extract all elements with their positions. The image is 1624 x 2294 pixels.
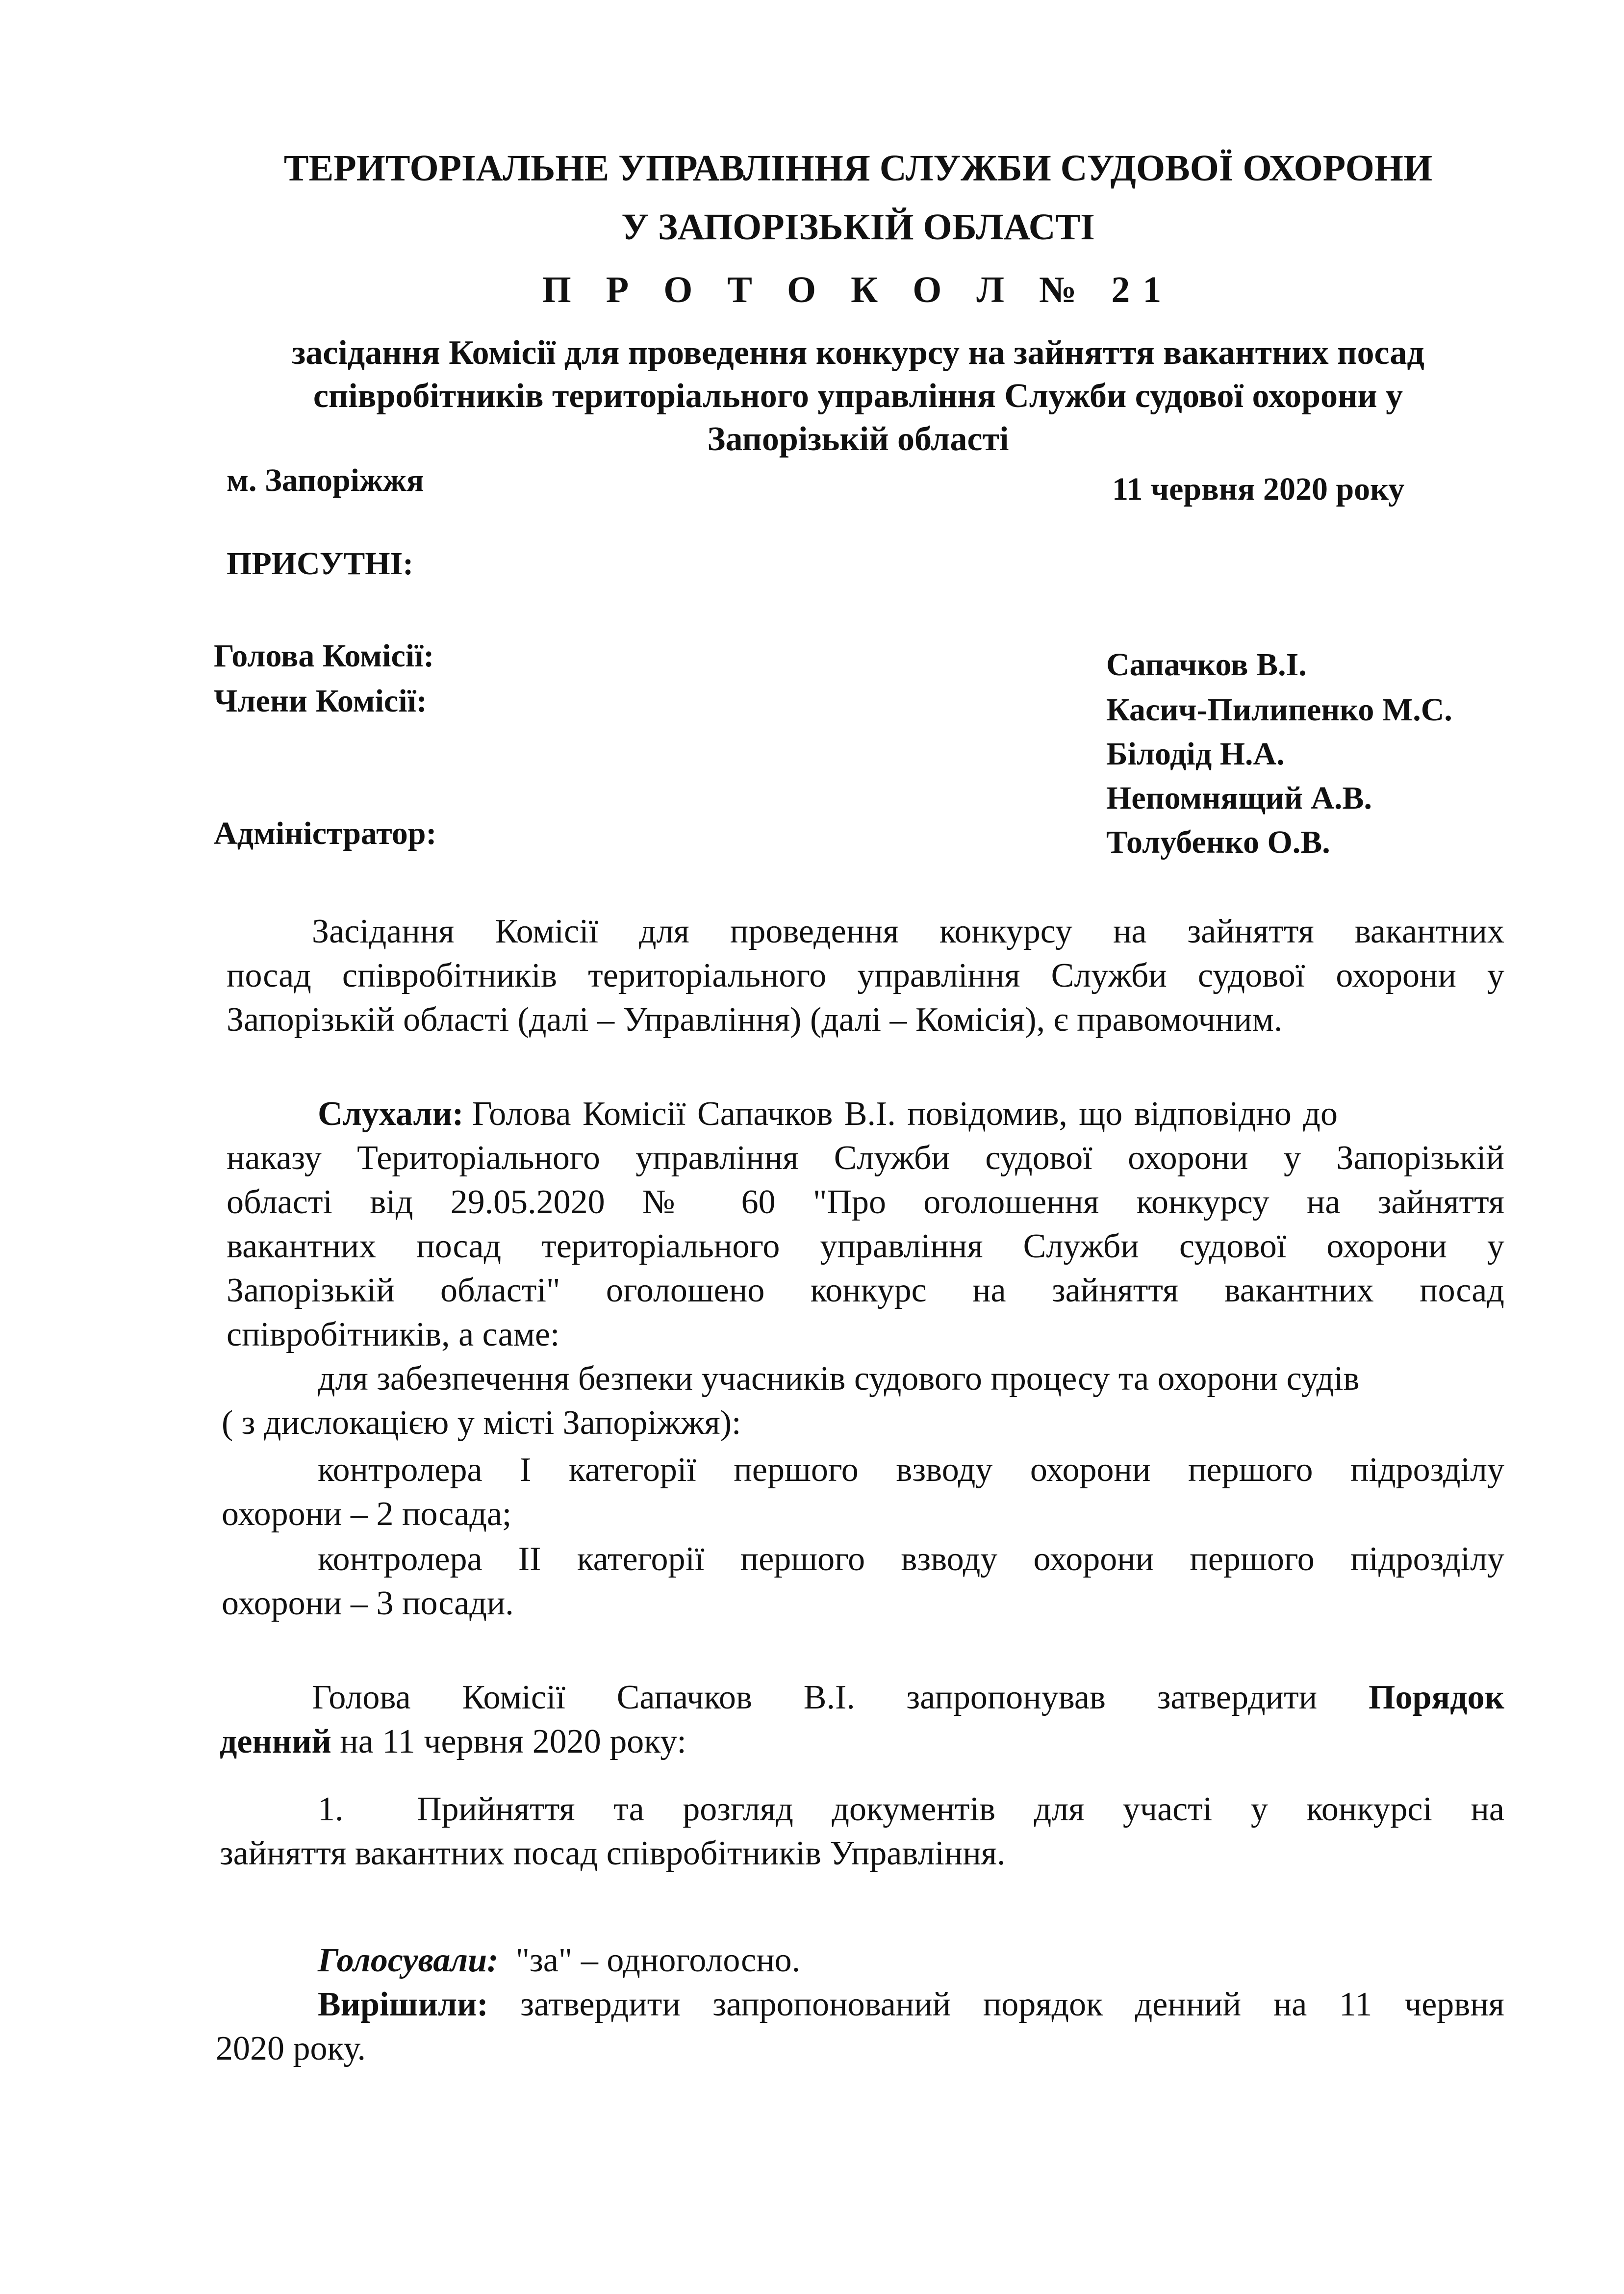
para4-line2: охорони – 2 посада;: [222, 1495, 512, 1533]
vote-label: Голосували:: [318, 1941, 499, 1979]
para6-line1: [312, 1678, 1504, 1724]
org-title-line2: У ЗАПОРІЗЬКІЙ ОБЛАСТІ: [621, 206, 1095, 248]
para4-line1: контролера I категорії першого взводу охорони першого підрозділу: [318, 1451, 1504, 1489]
para2-line: області від 29.05.2020 № 60 "Про оголошення конкурсу на зайняття: [227, 1183, 1504, 1221]
para5-line2: охорони – 3 посади.: [222, 1584, 514, 1622]
attendee-name: Толубенко О.В.: [1106, 824, 1330, 860]
subtitle-line2: співробітників територіального управління Служби судової охорони у: [313, 377, 1403, 415]
date: 11 червня 2020 року: [1112, 471, 1405, 507]
admin-label: Адміністратор:: [214, 816, 437, 851]
attendee-name: Касич-Пилипенко М.С.: [1106, 692, 1452, 728]
protocol-title: П Р О Т О К О Л № 21: [542, 269, 1174, 310]
para3-line2: ( з дислокацією у місті Запоріжжя):: [222, 1404, 741, 1442]
para6-line2-text: на 11 червня 2020 року:: [340, 1723, 686, 1760]
vote-line: [318, 1941, 800, 1980]
attendee-name: Сапачков В.І.: [1106, 647, 1307, 683]
para2-line: співробітників, а саме:: [227, 1316, 560, 1353]
place: м. Запоріжжя: [227, 462, 424, 498]
decided-line2: 2020 року.: [216, 2030, 366, 2067]
para1-line: Запорізькій області (далі – Управління) (далі – Комісія), є правомочним.: [227, 1001, 1283, 1039]
decided-text: затвердити запропонований порядок денний на 11 червня: [520, 1986, 1504, 2023]
org-title-line1: ТЕРИТОРІАЛЬНЕ УПРАВЛІННЯ СЛУЖБИ СУДОВОЇ ОХОРОНИ: [283, 148, 1433, 189]
decided-label: Вирішили:: [318, 1986, 488, 2023]
members-label: Члени Комісії:: [214, 683, 427, 719]
attendee-name: Непомнящий А.В.: [1106, 780, 1372, 816]
agenda-item-line2: зайняття вакантних посад співробітників Управління.: [220, 1835, 1006, 1872]
para2-line: наказу Територіального управління Служби судової охорони у Запорізькій: [227, 1139, 1504, 1177]
chair-label: Голова Комісії:: [214, 638, 434, 674]
attendee-name: Білодід Н.А.: [1106, 736, 1285, 772]
para1-line: Засідання Комісії для проведення конкурсу на зайняття вакантних: [312, 913, 1504, 950]
subtitle-line1: засідання Комісії для проведення конкурсу на зайняття вакантних посад: [292, 334, 1424, 372]
para2-first-line: [318, 1095, 1504, 1141]
para1-line: посад співробітників територіального управління Служби судової охорони у: [227, 957, 1504, 994]
para2-line: вакантних посад територіального управління Служби судової охорони у: [227, 1227, 1504, 1265]
vote-text: "за" – одноголосно.: [515, 1941, 801, 1979]
agenda-label-part1: Порядок: [1369, 1679, 1504, 1716]
heard-text: Голова Комісії Сапачков В.І. повідомив, що відповідно до: [472, 1095, 1338, 1133]
agenda-item-line1: Прийняття та розгляд документів для участі у конкурсі на: [417, 1790, 1504, 1828]
agenda-item-number: 1.: [318, 1790, 344, 1828]
heard-label: Слухали:: [318, 1095, 464, 1133]
para2-line: Запорізькій області" оголошено конкурс на зайняття вакантних посад: [227, 1272, 1504, 1309]
para3-line1: для забезпечення безпеки учасників судового процесу та охорони судів: [318, 1360, 1360, 1398]
agenda-label-part2: денний: [220, 1723, 331, 1760]
subtitle-line3: Запорізькій області: [707, 420, 1009, 458]
para6-line2: [220, 1722, 686, 1761]
para6-text: Голова Комісії Сапачков В.І. запропонував затвердити: [312, 1679, 1318, 1716]
attendees-heading: ПРИСУТНІ:: [227, 546, 414, 582]
decided-line1: [318, 1985, 1504, 2031]
para5-line1: контролера II категорії першого взводу охорони першого підрозділу: [318, 1540, 1504, 1578]
